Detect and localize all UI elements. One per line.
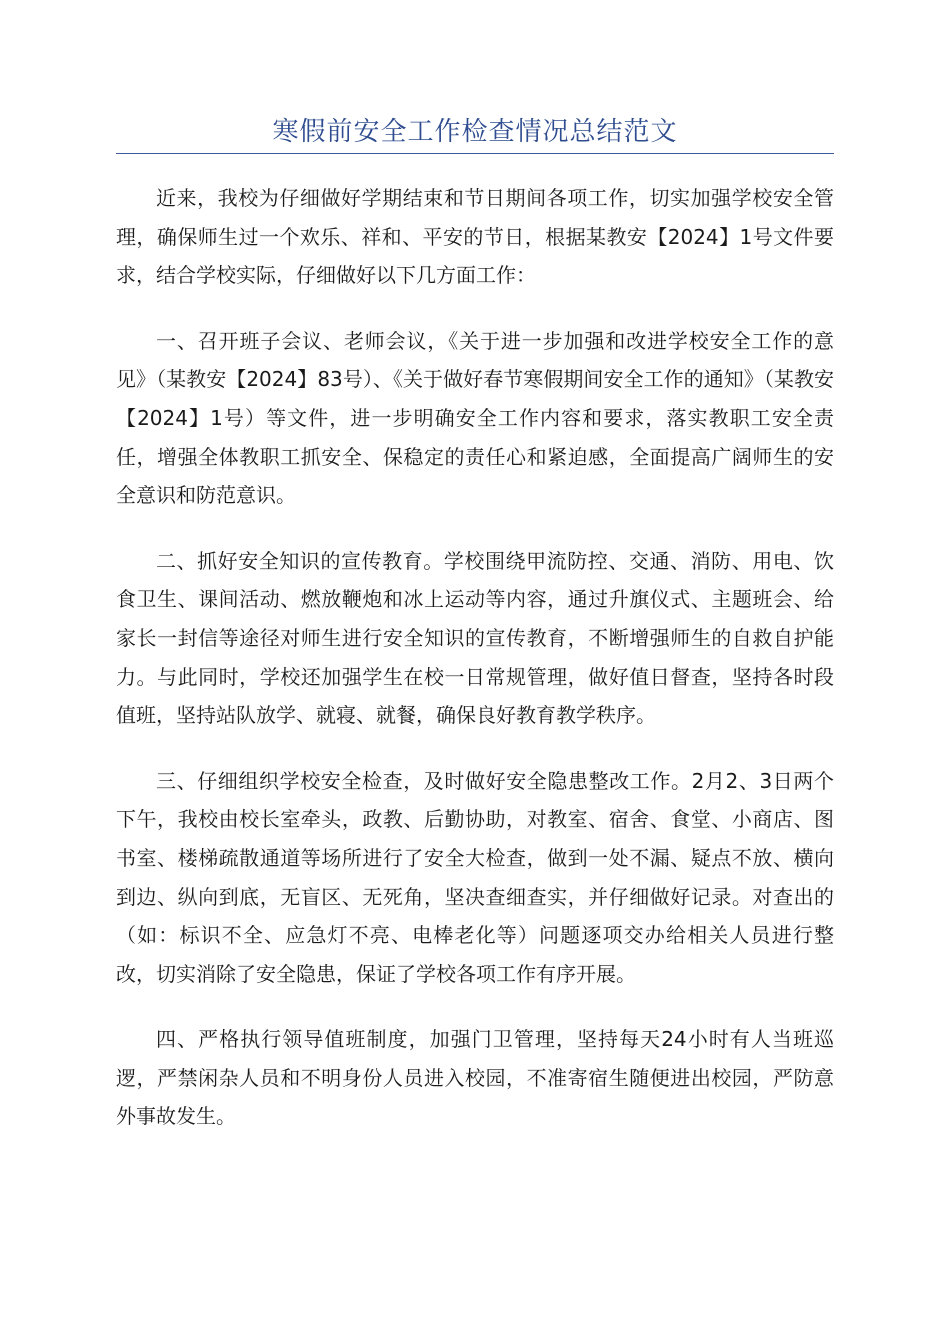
document-body [116, 179, 834, 1136]
paragraph-4: 四、严格执行领导值班制度，加强门卫管理，坚持每天24小时有人当班巡逻，严禁闲杂人员和不明身份人员进入校园，不准寄宿生随便进出校园，严防意外事故发生。 [116, 1027, 834, 1129]
paragraph-2: 二、抓好安全知识的宣传教育。学校围绕甲流防控、交通、消防、用电、饮食卫生、课间活动、燃放鞭炮和冰上运动等内容，通过升旗仪式、主题班会、给家长一封信等途径对师生进行安全知识的宣传教育，不断增强师生的自救自护能力。与此同时，学校还加强学生在校一日常规管理，做好值日督查，坚持各时段值班，坚持站队放学、就寝、就餐，确保良好教育教学秩序。 [116, 548, 834, 728]
paragraph-intro: 近来，我校为仔细做好学期结束和节日期间各项工作，切实加强学校安全管理，确保师生过一个欢乐、祥和、平安的节日，根据某教安【2024】1号文件要求，结合学校实际，仔细做好以下几方面工作： [116, 186, 834, 288]
paragraph-3: 三、仔细组织学校安全检查，及时做好安全隐患整改工作。2月2、3日两个下午，我校由校长室牵头，政教、后勤协助，对教室、宿舍、食堂、小商店、图书室、楼梯疏散通道等场所进行了安全大检查，做到一处不漏、疑点不放、横向到边、纵向到底，无盲区、无死角，坚决查细查实，并仔细做好记录。对查出的（如：标识不全、应急灯不亮、电棒老化等）问题逐项交办给相关人员进行整改，切实消除了安全隐患，保证了学校各项工作有序开展。 [116, 768, 834, 986]
document-title: 寒假前安全工作检查情况总结范文 [272, 117, 678, 147]
title-underline [116, 153, 834, 154]
document-page [116, 112, 834, 1163]
paragraph-1: 一、召开班子会议、老师会议，《关于进一步加强和改进学校安全工作的意见》（某教安【2024】83号）、《关于做好春节寒假期间安全工作的通知》（某教安【2024】1号）等文件，进一步明确安全工作内容和要求，落实教职工安全责任，增强全体教职工抓安全、保稳定的责任心和紧迫感，全面提高广阔师生的安全意识和防范意识。 [116, 328, 834, 508]
